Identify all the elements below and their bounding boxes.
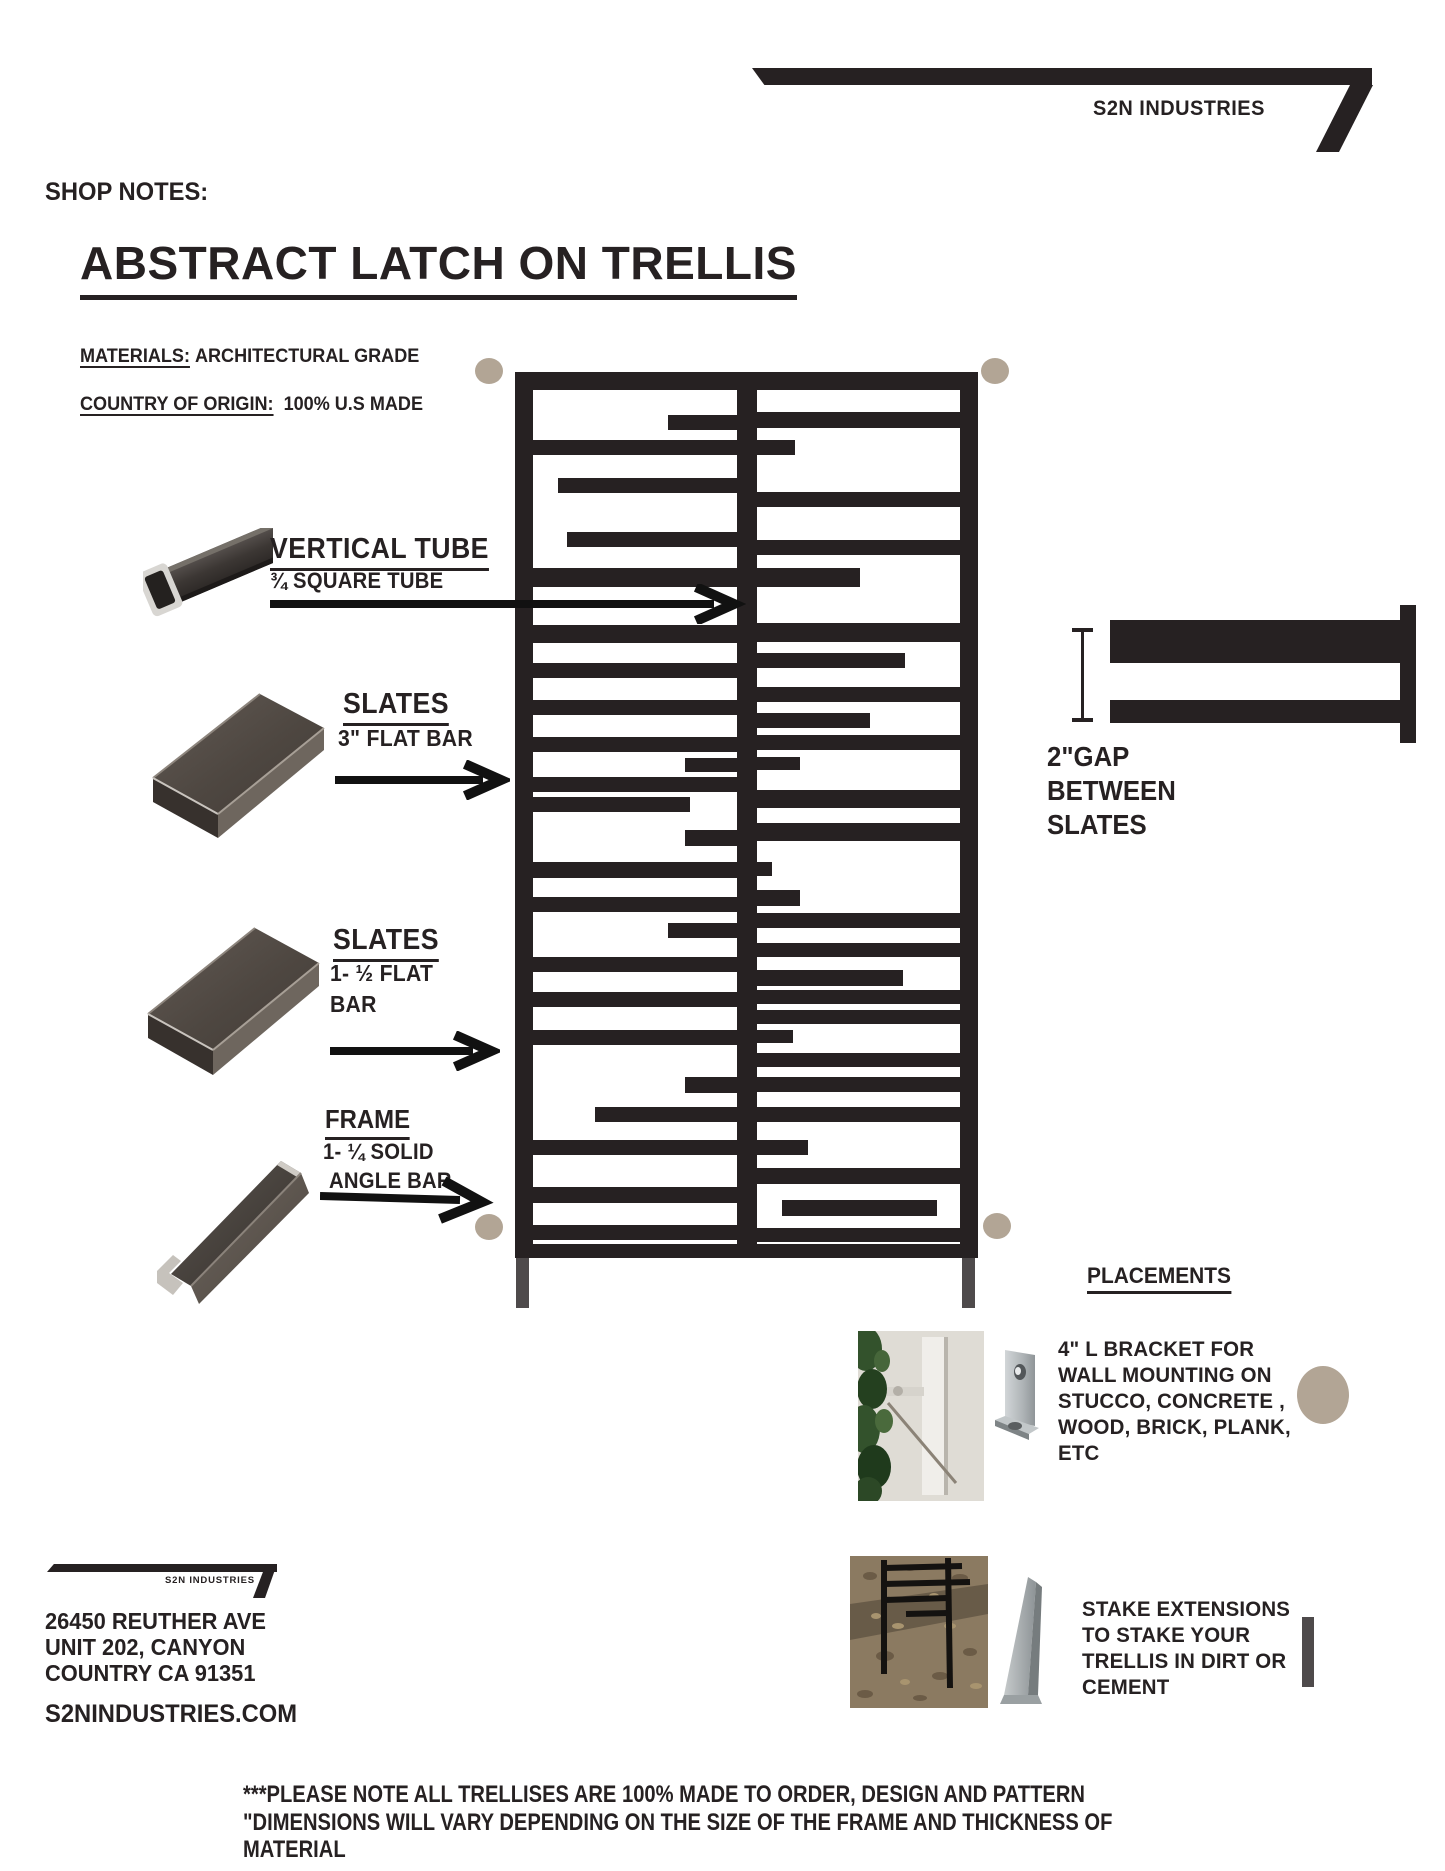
trellis-slat (533, 797, 690, 812)
trellis-slat (685, 830, 737, 846)
trellis-slat (757, 653, 905, 668)
callout-frame-sub1: 1- ¼ SOLID (323, 1139, 434, 1164)
trellis-slat (757, 1010, 960, 1024)
l-bracket-photo (993, 1348, 1045, 1458)
trellis-slat (757, 412, 960, 428)
trellis-slat (685, 1077, 737, 1093)
arrow-slates3 (335, 760, 510, 800)
stake-accent-bar (1302, 1617, 1314, 1687)
materials-line (80, 346, 437, 368)
trellis-slat (533, 992, 737, 1007)
arrow-vertical-tube (268, 584, 746, 624)
gap-measure-cap-bottom (1072, 718, 1093, 722)
trellis-slat (533, 440, 737, 455)
trellis-slat (757, 1168, 960, 1184)
trellis-slat (533, 700, 737, 715)
angle-bar-photo (141, 1141, 311, 1309)
gap-slat-thin (1110, 700, 1400, 723)
callout-slates15-sub1: 1- ½ FLAT (330, 960, 434, 986)
trellis-slat (757, 862, 772, 876)
footer-logo (45, 1560, 285, 1606)
footer-note: ***PLEASE NOTE ALL TRELLISES ARE 100% MADE TO ORDER, DESIGN AND PATTERN "DIMENSIONS WILL VARY DEPENDING ON THE SIZE OF THE FRAME AND THICKNESS OF MATERIAL (243, 1781, 1113, 1863)
origin-label: COUNTRY OF ORIGIN: (80, 394, 274, 415)
trellis-slat (757, 687, 960, 702)
trellis-slat (533, 777, 737, 792)
trellis-slat (533, 737, 737, 752)
trellis-slat (533, 1225, 737, 1240)
brand-seven-icon (1290, 83, 1380, 155)
footer-website: S2NINDUSTRIES.COM (45, 1700, 298, 1728)
trellis-slat (533, 1030, 737, 1045)
accent-dot (981, 358, 1009, 384)
trellis-slat (757, 540, 960, 555)
trellis-leg (962, 1258, 975, 1308)
trellis-slat (595, 1107, 737, 1122)
trellis-slat (757, 713, 870, 728)
square-tube-photo (143, 528, 273, 630)
trellis-slat (533, 957, 737, 972)
trellis-slat (757, 890, 800, 906)
trellis-center-tube (737, 372, 757, 1258)
trellis-slat (533, 1187, 737, 1203)
trellis-slat (757, 943, 960, 957)
accent-dot (1297, 1366, 1349, 1424)
accent-dot (475, 358, 503, 384)
trellis-slat (757, 1107, 960, 1122)
trellis-slat (757, 623, 960, 642)
trellis-slat (757, 492, 960, 507)
trellis-slat (533, 663, 737, 678)
trellis-slat (757, 1077, 960, 1092)
trellis-slat (567, 532, 737, 547)
trellis-slat (668, 923, 737, 938)
callout-slates15-sub2: BAR (330, 991, 377, 1017)
trellis-slat (757, 790, 960, 808)
trellis-slat (533, 862, 737, 878)
trellis-slat (533, 897, 737, 912)
origin-line (80, 394, 441, 416)
accent-dot (983, 1213, 1011, 1239)
trellis-slat (533, 625, 737, 643)
callout-frame-title: FRAME (325, 1104, 417, 1140)
origin-value: 100% U.S MADE (283, 394, 424, 415)
trellis-slat (558, 478, 737, 493)
trellis-slat (782, 1200, 937, 1216)
placements-heading: PLACEMENTS (1087, 1263, 1239, 1294)
arrow-frame (320, 1176, 500, 1224)
callout-slates3-title: SLATES (343, 688, 458, 726)
materials-value: ARCHITECTURAL GRADE (194, 346, 420, 367)
trellis-leg (516, 1258, 529, 1308)
callout-frame-sub2: ANGLE BAR (329, 1168, 452, 1193)
callout-vertical-tube-title: VERTICAL TUBE (270, 533, 508, 571)
gap-measure-cap-top (1072, 628, 1093, 632)
trellis-slat (757, 1030, 793, 1043)
trellis-slat (668, 415, 737, 430)
trellis-slat (757, 990, 960, 1004)
trellis-slat (757, 757, 800, 770)
brand-name: S2N INDUSTRIES (1093, 97, 1265, 120)
trellis-slat (757, 1228, 960, 1242)
flat-bar-3-photo (148, 686, 328, 846)
gap-note: 2"GAP BETWEEN SLATES (1047, 741, 1176, 840)
stake-wedge-photo (998, 1573, 1046, 1709)
trellis-slat (757, 568, 860, 587)
trellis-slat (757, 970, 903, 986)
trellis-slat (533, 1140, 737, 1155)
trellis-slat (685, 758, 737, 772)
stake-note: STAKE EXTENSIONS TO STAKE YOUR TRELLIS IN DIRT OR CEMENT (1082, 1597, 1291, 1699)
gap-measure-line (1081, 630, 1084, 720)
trellis-slat (757, 1053, 960, 1067)
page-title: ABSTRACT LATCH ON TRELLIS (80, 236, 797, 300)
callout-vertical-tube-sub: ¾ SQUARE TUBE (270, 568, 444, 593)
callout-slates3-sub: 3" FLAT BAR (338, 725, 473, 751)
stake-ground-photo (850, 1556, 988, 1708)
bracket-note: 4" L BRACKET FOR WALL MOUNTING ON STUCCO, CONCRETE , WOOD, BRICK, PLANK, ETC (1058, 1337, 1291, 1465)
flat-bar-15-photo (143, 918, 321, 1084)
gap-post (1400, 605, 1416, 743)
footer-address: 26450 REUTHER AVE UNIT 202, CANYON COUNTRY CA 91351 (45, 1608, 267, 1686)
wall-mount-photo (858, 1331, 984, 1501)
trellis-slat (757, 1140, 808, 1155)
trellis-slat (757, 440, 795, 455)
gap-slat-thick (1110, 620, 1400, 663)
arrow-slates15 (330, 1031, 500, 1071)
trellis-slat (757, 735, 960, 750)
materials-label: MATERIALS: (80, 346, 190, 367)
brand-banner-bar (752, 68, 1372, 85)
footer-brand-name: S2N INDUSTRIES (165, 1575, 255, 1586)
trellis-slat (757, 823, 960, 841)
shop-notes-heading: SHOP NOTES: (45, 178, 209, 206)
trellis-slat (757, 913, 960, 928)
callout-slates15-title: SLATES (333, 924, 448, 962)
